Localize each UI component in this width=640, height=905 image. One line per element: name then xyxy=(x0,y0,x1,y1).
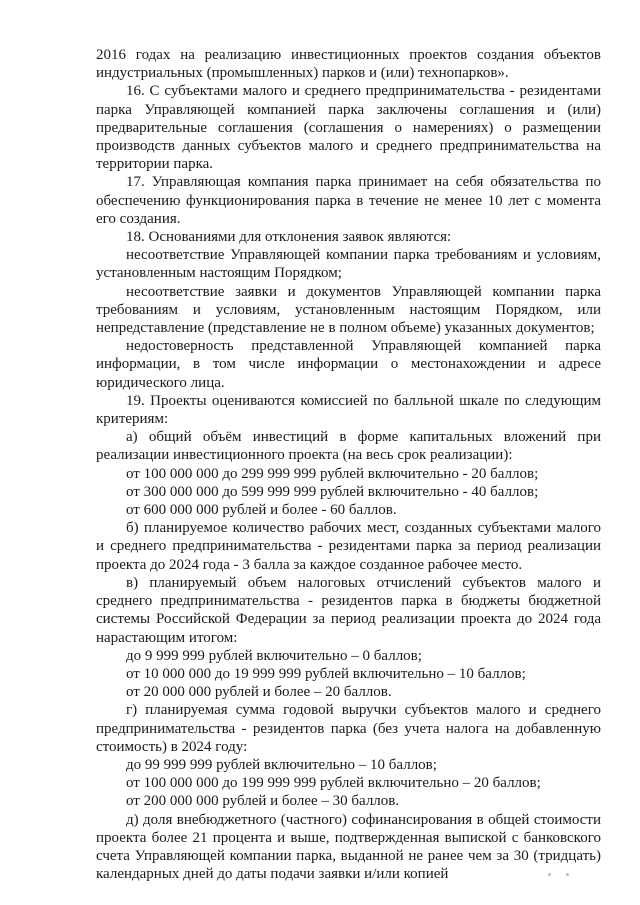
criterion-v-tier-2: от 10 000 000 до 19 999 999 рублей включительно – 10 баллов; xyxy=(126,665,526,682)
scan-speck xyxy=(566,873,569,876)
document-page xyxy=(96,46,601,883)
paragraph-18-item-2: несоответствие заявки и документов Управляющей компании парка требованиям и условиям, установленным настоящим Порядком, или непредставление (представление не в полном объеме) указанных документов; xyxy=(96,283,601,337)
criterion-g: г) планируемая сумма годовой выручки субъектов малого и среднего предпринимательства - резидентов парка (без учета налога на добавленную стоимость) в 2024 году: xyxy=(96,702,601,755)
criterion-v-tier-3: от 20 000 000 рублей и более – 20 баллов. xyxy=(126,684,392,701)
scan-speck xyxy=(548,873,551,876)
criterion-g-tier-3: от 200 000 000 рублей и более – 30 баллов. xyxy=(126,793,400,810)
criterion-v: в) планируемый объем налоговых отчислений субъектов малого и среднего предпринимательства - резидентов парка в бюджеты бюджетной системы Российской Федерации за период реализации проекта до 2024 года нарастающим итогом: xyxy=(96,574,601,646)
criterion-a: а) общий объём инвестиций в форме капитальных вложений при реализации инвестиционного проекта (на весь срок реализации): xyxy=(96,429,601,464)
criterion-a-tier-2: от 300 000 000 до 599 999 999 рублей включительно - 40 баллов; xyxy=(126,483,539,500)
criterion-a-tier-3: от 600 000 000 рублей и более - 60 баллов. xyxy=(126,502,397,519)
paragraph-16: 16. С субъектами малого и среднего предпринимательства - резидентами парка Управляющей компанией парка заключены соглашения и (или) предварительные соглашения (соглашения о намерениях) о размещении производств данных субъектов малого и среднего предпринимательства на территории парка. xyxy=(96,83,601,173)
paragraph-17: 17. Управляющая компания парка принимает на себя обязательства по обеспечению функционирования парка в течение не менее 10 лет с момента его создания. xyxy=(96,174,601,227)
criterion-a-tier-1: от 100 000 000 до 299 999 999 рублей включительно - 20 баллов; xyxy=(126,465,539,482)
paragraph-18: 18. Основаниями для отклонения заявок являются: xyxy=(126,229,452,246)
criterion-g-tier-2: от 100 000 000 до 199 999 999 рублей включительно – 20 баллов; xyxy=(126,775,541,792)
criterion-g-tier-1: до 99 999 999 рублей включительно – 10 баллов; xyxy=(126,756,437,773)
criterion-d: д) доля внебюджетного (частного) софинансирования в общей стоимости проекта более 21 процента и выше, подтвержденная выпиской с банковского счета Управляющей компании парка, выданной не ранее чем за 30 (тридцать) календарных дней до даты подачи заявки и/или копией xyxy=(96,811,601,883)
paragraph-19: 19. Проекты оцениваются комиссией по балльной шкале по следующим критериям: xyxy=(96,392,601,428)
paragraph-18-item-3: недостоверность представленной Управляющей компанией парка информации, в том числе информации о местонахождении и адресе юридического лица. xyxy=(96,338,601,391)
paragraph-18-item-1: несоответствие Управляющей компании парка требованиям и условиям, установленным настоящим Порядком; xyxy=(96,247,601,282)
paragraph-intro: 2016 годах на реализацию инвестиционных проектов создания объектов индустриальных (промышленных) парков и (или) технопарков». xyxy=(96,47,601,82)
criterion-b: б) планируемое количество рабочих мест, созданных субъектами малого и среднего предпринимательства - резидентами парка за период реализации проекта до 2024 года - 3 балла за каждое созданное рабочее место. xyxy=(96,520,601,573)
criterion-v-tier-1: до 9 999 999 рублей включительно – 0 баллов; xyxy=(126,647,422,664)
